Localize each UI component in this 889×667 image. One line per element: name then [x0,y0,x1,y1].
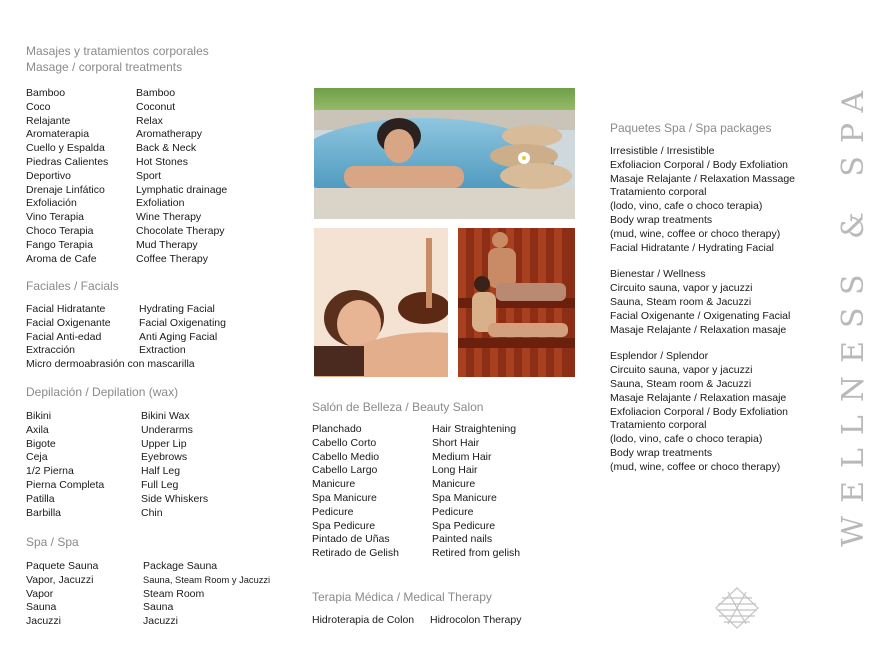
package-item: Circuito sauna, vapor y jacuzzi [610,364,753,377]
list-item: Cabello Medio [312,450,380,463]
list-item: Short Hair [432,436,480,449]
list-item: Aromaterapia [26,128,90,141]
list-item: Spa Manicure [312,491,377,504]
list-item: Upper Lip [141,437,187,450]
spa-packages-title: Paquetes Spa / Spa packages [610,121,772,135]
list-item: Anti Aging Facial [139,330,218,343]
list-item: Long Hair [432,464,478,477]
list-item: Pintado de Uñas [312,533,390,546]
massage-title-en: Masage / corporal treatments [26,60,183,74]
list-item: Retired from gelish [432,547,521,560]
diamond-logo-icon [714,586,760,630]
list-item: Half Leg [141,465,181,478]
list-item: Extracción [26,344,76,357]
depilation-title: Depilación / Depilation (wax) [26,385,179,399]
list-item: Facial Anti-edad [26,330,102,343]
list-item: Jacuzzi [143,615,179,628]
package-item: Masaje Relajante / Relaxation Massage [610,172,796,185]
list-item: Vapor [26,587,54,600]
spa-list-en [143,560,270,629]
list-item: Mud Therapy [136,238,198,251]
package-item: Body wrap treatments [610,446,713,459]
package-item: Body wrap treatments [610,213,713,226]
list-item: Hydrating Facial [139,303,215,315]
list-item: Coffee Therapy [136,252,208,265]
salon-title: Salón de Belleza / Beauty Salon [312,400,484,414]
package-item: (lodo, vino, cafe o choco terapia) [610,200,763,213]
list-item: Manicure [432,478,476,491]
list-item: Drenaje Linfático [26,183,105,196]
medical-therapy-es: Hidroterapia de Colon [312,614,415,626]
list-item: Fango Terapia [26,238,93,251]
package-item: Tratamiento corporal [610,186,707,199]
list-item: Facial Oxigenante [26,316,111,329]
list-item: Coconut [136,100,176,113]
list-item: Piedras Calientes [26,155,109,168]
list-item: Wine Therapy [136,211,202,224]
medical-therapy-en: Hidrocolon Therapy [430,614,522,626]
package-item: Exfoliacion Corporal / Body Exfoliation [610,405,789,418]
list-item: Patilla [26,492,55,505]
list-item: Bikini Wax [141,410,190,422]
medical-therapy-title: Terapia Médica / Medical Therapy [312,590,492,604]
list-item: Painted nails [432,533,493,546]
hot-tub-photo [314,88,575,219]
facials-title: Faciales / Facials [26,279,119,293]
list-item: Spa Manicure [432,491,497,504]
list-item: Bigote [26,437,56,450]
salon-list-en [432,423,520,561]
list-item: Paquete Sauna [26,560,99,572]
list-item: Spa Pedicure [432,519,496,532]
list-item: Full Leg [141,478,179,491]
list-item: Sauna [143,601,174,614]
list-item: Hot Stones [136,155,188,168]
list-item: Relax [136,114,163,127]
list-item: Deportivo [26,169,71,182]
list-item: Sauna [26,601,57,614]
package-item: Tratamiento corporal [610,419,707,432]
list-item: Cuello y Espalda [26,142,105,155]
chocolate-massage-photo [314,228,448,377]
package-item: Masaje Relajante / Relaxation masaje [610,391,787,404]
facials-full-row: Micro dermoabrasión con mascarilla [26,358,195,370]
list-item: Bamboo [26,87,66,99]
spa-title: Spa / Spa [26,535,79,549]
depilation-list-es [26,410,104,520]
wellness-spa-vertical-title: WELLNESS & SPA [836,78,871,547]
list-item: Sport [136,169,162,182]
list-item: Extraction [139,344,186,357]
package-item: (mud, wine, coffee or choco therapy) [610,460,781,473]
list-item: Chocolate Therapy [136,224,225,237]
package-item: Sauna, Steam room & Jacuzzi [610,295,752,308]
massage-title-es: Masajes y tratamientos corporales [26,44,209,58]
package-item: Circuito sauna, vapor y jacuzzi [610,282,753,295]
facials-list-en [139,303,226,358]
list-item: Vino Terapia [26,211,84,224]
list-item: Pedicure [312,505,354,518]
list-item: Pierna Completa [26,478,105,491]
package-item: Exfoliacion Corporal / Body Exfoliation [610,158,789,171]
list-item: Manicure [312,478,356,491]
list-item: Jacuzzi [26,615,62,628]
list-item: Cabello Largo [312,464,378,477]
list-item: Spa Pedicure [312,519,376,532]
list-item: Eyebrows [141,451,188,464]
list-item: Hair Straightening [432,423,517,435]
list-item: Vapor, Jacuzzi [26,573,94,586]
package-item: Masaje Relajante / Relaxation masaje [610,323,787,336]
list-item: Facial Hidratante [26,303,106,315]
list-item: Retirado de Gelish [312,547,399,560]
list-item: Aroma de Cafe [26,252,97,265]
sauna-couple-photo [458,228,575,377]
package-heading: Irresistible / Irresistible [610,145,715,157]
package-item: (lodo, vino, cafe o choco terapia) [610,433,763,446]
list-item: Cabello Corto [312,436,377,449]
list-item: Exfoliación [26,197,77,210]
list-item: Package Sauna [143,560,218,572]
spa-packages-list [610,145,795,475]
list-item: 1/2 Pierna [26,465,74,478]
list-item: Bikini [26,410,52,422]
list-item: Barbilla [26,506,62,519]
package-heading: Bienestar / Wellness [610,268,706,281]
salon-list-es [312,423,399,561]
package-item: Facial Oxigenante / Oxigenating Facial [610,309,791,322]
list-item: Aromatherapy [136,128,202,141]
list-item: Ceja [26,451,48,464]
package-heading: Esplendor / Splendor [610,350,709,363]
list-item: Medium Hair [432,450,492,463]
list-item: Bamboo [136,87,176,99]
list-item: Pedicure [432,505,474,518]
list-item: Steam Room [143,587,205,600]
list-item: Relajante [26,114,71,127]
package-item: Facial Hidratante / Hydrating Facial [610,241,774,254]
massage-list-es [26,87,108,266]
package-item: (mud, wine, coffee or choco therapy) [610,227,781,240]
list-item: Planchado [312,423,362,435]
list-item: Exfoliation [136,197,185,210]
package-item: Sauna, Steam room & Jacuzzi [610,377,752,390]
list-item: Back & Neck [136,142,197,155]
massage-list-en [136,87,227,266]
list-item: Chin [141,506,163,519]
list-item: Choco Terapia [26,224,94,237]
list-item: Side Whiskers [141,492,209,505]
list-item: Underarms [141,423,193,436]
depilation-list-en [141,410,208,520]
list-item: Coco [26,100,51,113]
spa-list-es [26,560,98,629]
facials-list-es [26,303,111,358]
list-item: Axila [26,423,49,436]
list-item: Sauna, Steam Room y Jacuzzi [143,574,271,585]
list-item: Lymphatic drainage [136,183,228,196]
list-item: Facial Oxigenating [139,316,226,329]
